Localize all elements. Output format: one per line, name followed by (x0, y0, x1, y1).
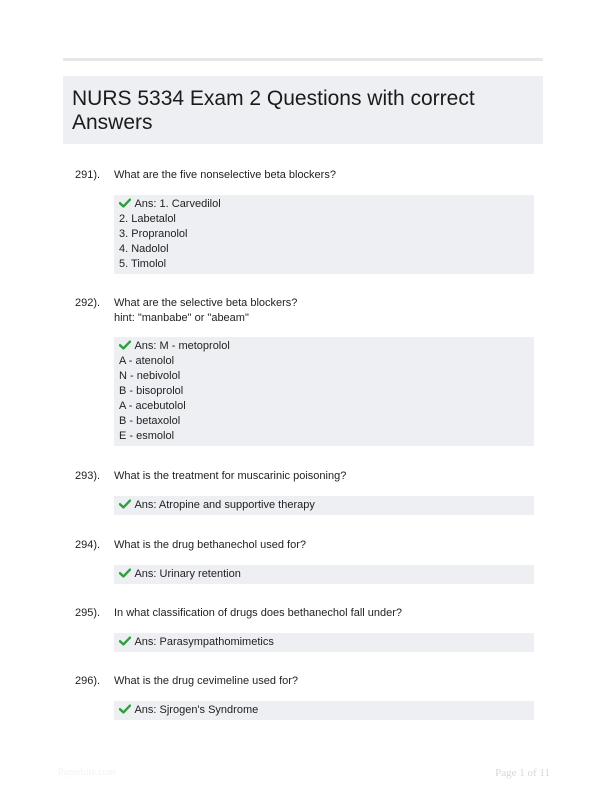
answer-line (119, 567, 530, 582)
answer-box (114, 496, 534, 515)
answer-line (119, 384, 530, 399)
answer-text: Ans: Atropine and supportive therapy (134, 499, 315, 511)
question-text (114, 296, 534, 326)
answer-text: B - betaxolol (119, 415, 181, 427)
question-number: 295). (75, 607, 101, 619)
question-text-line: What is the drug bethanechol used for? (114, 539, 307, 551)
answer-text: Ans: Sjrogen's Syndrome (134, 704, 259, 716)
title-banner (63, 76, 543, 144)
answer-line (119, 414, 530, 429)
question-text-line: What is the treatment for muscarinic poisoning? (114, 470, 347, 482)
footer-watermark: Paperbite.com (58, 767, 116, 778)
answer-box (114, 337, 534, 446)
question-text (114, 538, 534, 553)
answer-line (119, 429, 530, 444)
question-text (114, 168, 534, 183)
check-icon (119, 568, 131, 578)
answer-text: N - nebivolol (119, 370, 181, 382)
answer-box (114, 701, 534, 720)
question-number: 292). (75, 297, 101, 309)
answer-text: 5. Timolol (119, 258, 167, 270)
answer-text: B - bisoprolol (119, 385, 184, 397)
check-icon (119, 198, 131, 208)
question-text-line: What are the selective beta blockers? (114, 297, 298, 309)
answer-line (119, 399, 530, 414)
answer-line (119, 242, 530, 257)
answer-text: 3. Propranolol (119, 228, 188, 240)
answer-line (119, 498, 530, 513)
page-indicator: Page 1 of 11 (495, 767, 550, 779)
answer-text: Ans: M - metoprolol (134, 340, 230, 352)
answer-line (119, 369, 530, 384)
check-icon (119, 499, 131, 509)
answer-text: Ans: Parasympathomimetics (134, 636, 274, 648)
check-icon (119, 704, 131, 714)
question-number: 296). (75, 675, 101, 687)
document-title: NURS 5334 Exam 2 Questions with correct Answers (72, 87, 475, 134)
answer-text: E - esmolol (119, 430, 175, 442)
answer-text: 2. Labetalol (119, 213, 176, 225)
answer-line (119, 354, 530, 369)
answer-box (114, 565, 534, 584)
answer-box (114, 633, 534, 652)
answer-text: Ans: 1. Carvedilol (134, 198, 221, 210)
check-icon (119, 340, 131, 350)
answer-text: 4. Nadolol (119, 243, 169, 255)
question-number: 293). (75, 470, 101, 482)
answer-text: A - acebutolol (119, 400, 186, 412)
answer-line (119, 635, 530, 650)
question-text (114, 469, 534, 484)
question-text (114, 606, 534, 621)
question-number: 294). (75, 539, 101, 551)
answer-line (119, 197, 530, 212)
answer-line (119, 227, 530, 242)
question-text-line: hint: "manbabe" or "abeam" (114, 312, 249, 324)
check-icon (119, 636, 131, 646)
question-number: 291). (75, 169, 101, 181)
header-divider (63, 58, 543, 61)
question-text-line: What is the drug cevimeline used for? (114, 675, 299, 687)
question-text (114, 674, 534, 689)
answer-line (119, 212, 530, 227)
answer-line (119, 257, 530, 272)
answer-line (119, 703, 530, 718)
answer-box (114, 195, 534, 274)
answer-line (119, 339, 530, 354)
answer-text: Ans: Urinary retention (134, 568, 241, 580)
answer-text: A - atenolol (119, 355, 175, 367)
question-text-line: What are the five nonselective beta blockers? (114, 169, 336, 181)
question-text-line: In what classification of drugs does bethanechol fall under? (114, 607, 403, 619)
